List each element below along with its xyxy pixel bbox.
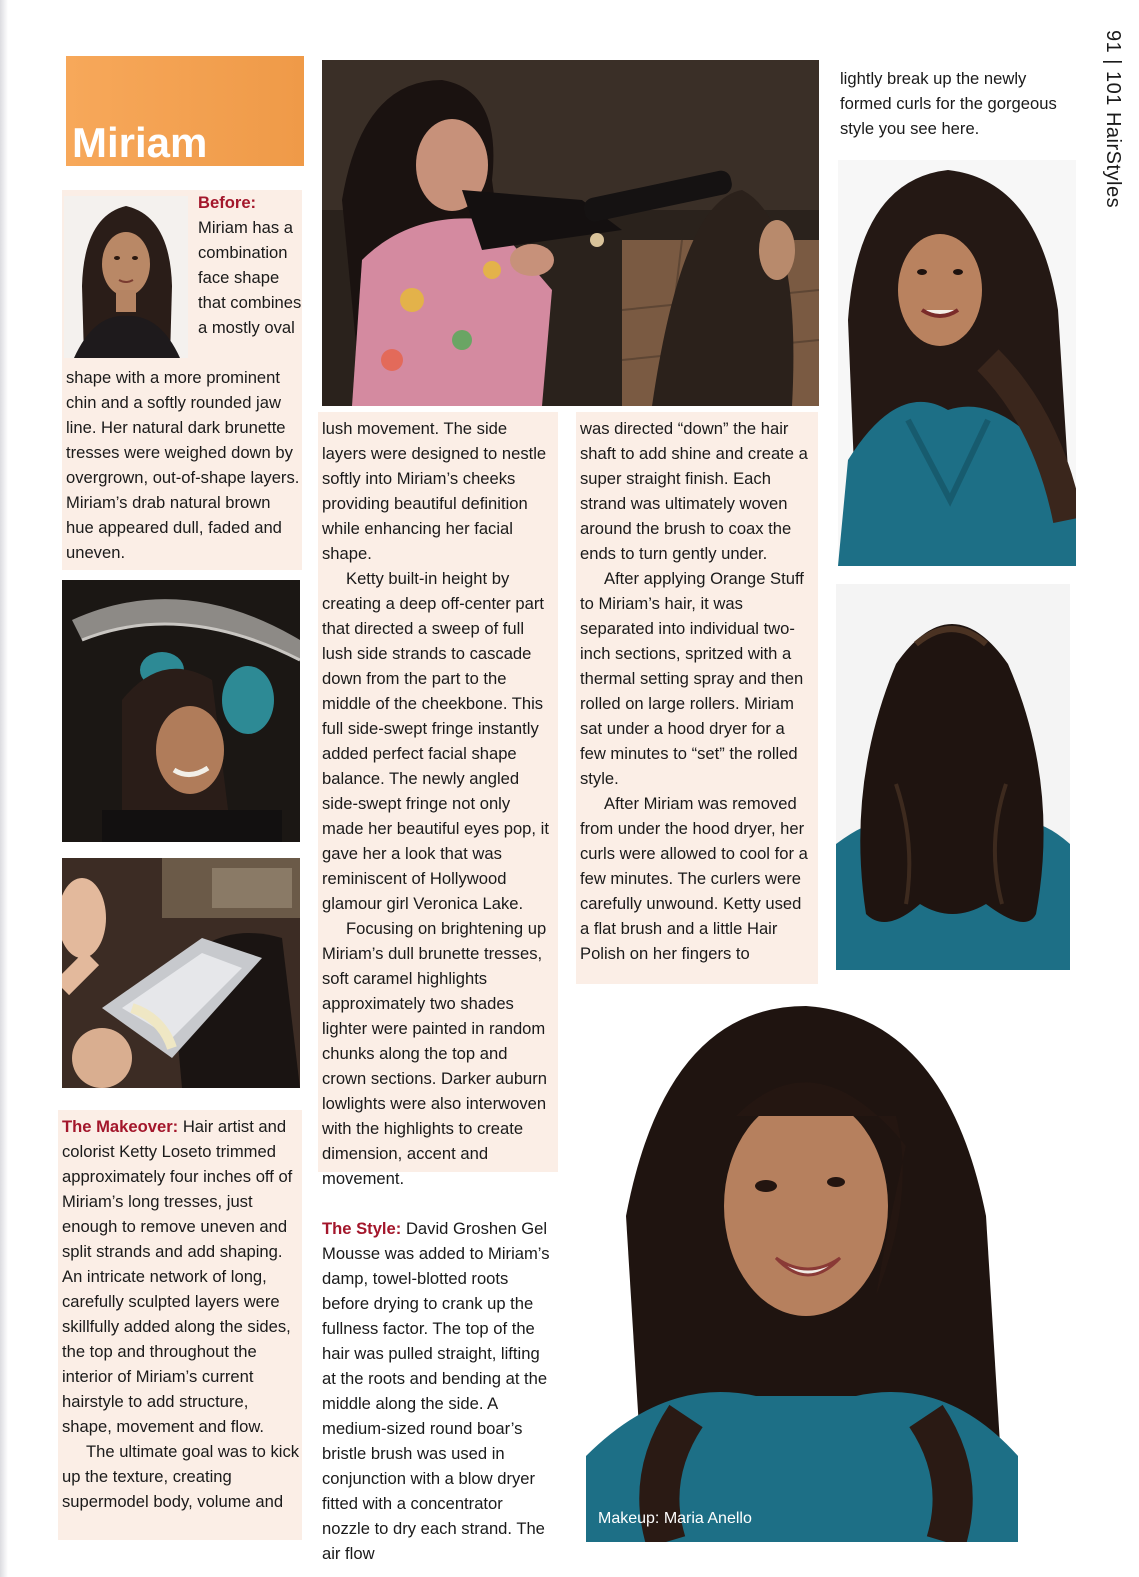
col2-p2: Ketty built-in height by creating a deep off-center part that directed a sweep of full lush side strands to cascade down from the part to the middle of the cheekbone. This full side-swept fringe instantly added perfect facial shape balance. The newly angled side-swept fringe not only made her beautiful eyes pop, it gave her a look that was reminiscent of Hollywood glamour girl Veronica Lake. — [322, 569, 549, 913]
salon-blowdry-photo — [322, 60, 819, 406]
final-look-photo — [586, 996, 1018, 1542]
style-text: David Groshen Gel Mousse was added to Miriam’s damp, towel-blotted roots before drying to crank up the fullness factor. The top of the hair was pulled straight, lifting at the roots and bending at the middle along the side. A medium-sized round boar’s bristle brush was used in conjunction with a blow dryer fitted with a concentrator nozzle to dry each strand. The air flow — [322, 1219, 550, 1563]
photo-caption: Makeup: Maria Anello — [598, 1510, 752, 1527]
running-header — [1092, 30, 1132, 280]
makeover-label: The Makeover: — [62, 1117, 179, 1136]
makeover-block — [62, 1114, 300, 1514]
page-edge-shadow — [0, 0, 8, 1577]
col3-p3: After Miriam was removed from under the hood dryer, her curls were allowed to cool for a few minutes. The curlers were carefully unwound. Ketty used a flat brush and a little Hair Polish on her fingers to — [580, 794, 808, 963]
before-text-full: shape with a more prominent chin and a softly rounded jaw line. Her natural dark brunette tresses were weighed down by overgrown, out-of-shape layers. Miriam’s drab natural brown hue appeared dull, faded and uneven. — [66, 368, 300, 562]
before-photo — [64, 196, 188, 358]
col3-p2: After applying Orange Stuff to Miriam’s hair, it was separated into individual two-inch sections, spritzed with a thermal setting spray and then rolled on large rollers. Miriam sat under a hood dryer for a few minutes to “set” the rolled style. — [580, 569, 804, 788]
before-text-wrap: Miriam has a combination face shape that combines a mostly oval — [198, 218, 302, 337]
before-text-narrow — [198, 190, 302, 215]
title-banner — [66, 56, 304, 166]
style-label: The Style: — [322, 1219, 402, 1238]
col4-text — [840, 66, 1080, 141]
after-back-photo — [836, 584, 1070, 970]
foil-highlight-photo — [62, 858, 300, 1088]
col4-p1: lightly break up the newly formed curls for the gorgeous style you see here. — [840, 69, 1057, 138]
running-header-text: 91 | 101 HairStyles — [1102, 30, 1124, 209]
page-title: Miriam — [72, 119, 208, 166]
col2-text — [322, 416, 554, 1566]
makeover-text: Hair artist and colorist Ketty Loseto trimmed approximately four inches off of Miriam’s long tresses, just enough to remove uneven and split strands and add shaping. An intricate network of long, carefully sculpted layers were skillfully added along the sides, the top and throughout the interior of Miriam’s current hairstyle to add structure, shape, movement and flow. — [62, 1117, 293, 1436]
col3-p1: was directed “down” the hair shaft to add shine and create a super straight finish. Each strand was ultimately woven around the brush to coax the ends to turn gently under. — [580, 419, 808, 563]
col2-p3: Focusing on brightening up Miriam’s dull brunette tresses, soft caramel highlights approximately two shades lighter were painted in random chunks along the top and crown sections. Darker auburn lowlights were also interwoven with the highlights to create dimension, accent and movement. — [322, 919, 548, 1188]
before-label: Before: — [198, 193, 257, 212]
hood-dryer-photo — [62, 580, 300, 842]
col2-p1: lush movement. The side layers were designed to nestle softly into Miriam’s cheeks providing beautiful definition while enhancing her facial shape. — [322, 419, 547, 563]
after-front-photo — [838, 160, 1076, 566]
goal-text: The ultimate goal was to kick up the texture, creating supermodel body, volume and — [62, 1442, 300, 1511]
col3-text — [580, 416, 814, 966]
